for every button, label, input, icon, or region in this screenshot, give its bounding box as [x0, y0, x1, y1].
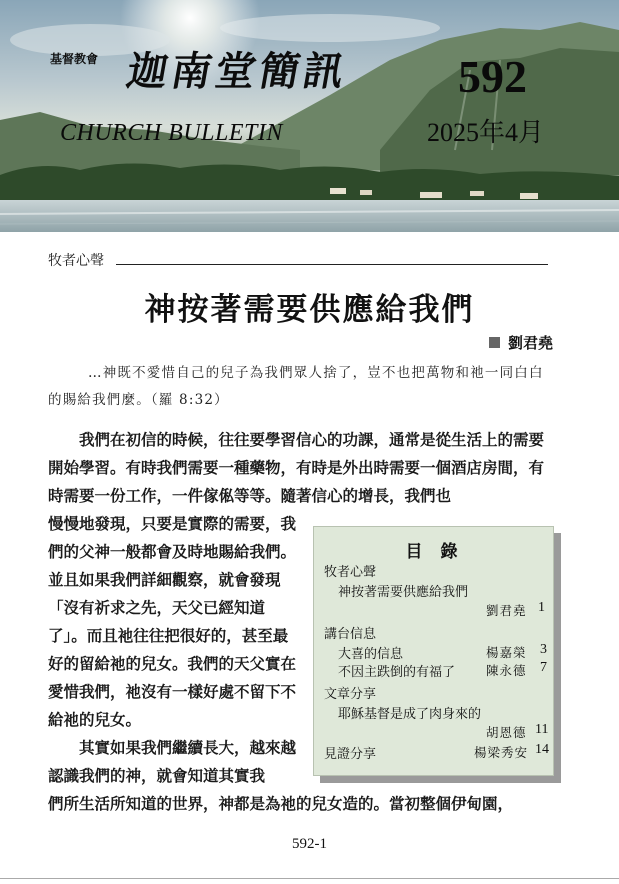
- toc-heading: 牧者心聲: [324, 565, 377, 580]
- toc-item-author: 楊梁秀安: [474, 745, 529, 760]
- square-bullet-icon: [489, 337, 500, 348]
- toc-item-author: 楊嘉榮: [486, 645, 527, 660]
- issue-date: 2025年4月: [427, 118, 545, 147]
- bulletin-calligraphy-title: 迦南堂簡訊: [123, 48, 352, 95]
- toc-item-page: 1: [538, 600, 545, 615]
- toc-item-page: 3: [540, 642, 547, 657]
- body-paragraph-1-continued: 慢慢地發現，只要是實際的需要，我們的父神一般都會及時地賜給我們。並且如果我們詳細觀察，就會發現「沒有祈求之先，天父已經知道了」。而且祂往往把很好的，甚至最好的留給祂的兒女。我們的天父實在愛惜我們，祂沒有一樣好處不留下不給祂的兒女。: [48, 514, 297, 729]
- author-name: 劉君堯: [507, 334, 553, 352]
- article-author: [489, 332, 553, 353]
- english-title: CHURCH BULLETIN: [60, 120, 283, 146]
- toc-item-title[interactable]: 大喜的信息: [338, 647, 404, 662]
- toc-item-author: 陳永德: [486, 663, 527, 678]
- scripture-quote: …神既不愛惜自己的兒子為我們眾人捨了，豈不也把萬物和祂一同白白的賜給我們麼。（羅 8:32）: [48, 365, 544, 408]
- body-paragraph-2-continued: 們所生活所知道的世界，神都是為祂的兒女造的。當初整個伊甸園，: [48, 794, 514, 813]
- page-bottom-edge: [0, 878, 619, 879]
- table-of-contents: [313, 526, 554, 776]
- article-title: 神按著需要供應給我們: [144, 292, 475, 328]
- body-paragraph-1: 我們在初信的時候，往往要學習信心的功課，通常是從生活上的需要開始學習。有時我們需要一種藥物，有時是外出時需要一個酒店房間，有時需要一份工作，一件傢俬等等。隨著信心的增長，我們也: [48, 430, 545, 505]
- toc-item-author: 劉君堯: [486, 603, 527, 618]
- toc-heading: 見證分享: [324, 747, 377, 762]
- toc-item-title[interactable]: 耶穌基督是成了肉身來的: [338, 707, 482, 722]
- cover-banner: [0, 0, 619, 232]
- issue-number: 592: [458, 51, 527, 102]
- toc-heading: 文章分享: [324, 687, 377, 702]
- church-name: 基督教會: [50, 52, 99, 66]
- body-paragraph-2: 其實如果我們繼續長大，越來越認識我們的神，就會知道其實我: [48, 738, 297, 785]
- section-divider: [116, 264, 548, 265]
- toc-item-title[interactable]: 神按著需要供應給我們: [338, 585, 469, 600]
- toc-item-page: 7: [540, 660, 547, 675]
- toc-item-title[interactable]: 不因主跌倒的有福了: [338, 665, 456, 680]
- toc-title: 目 錄: [405, 542, 464, 562]
- toc-heading: 講台信息: [324, 627, 377, 642]
- section-label: 牧者心聲: [48, 253, 104, 269]
- toc-item-author: 胡恩德: [486, 725, 527, 740]
- page-number: 592-1: [292, 836, 327, 852]
- toc-item-page: 11: [535, 722, 549, 737]
- toc-item-page: 14: [535, 742, 549, 757]
